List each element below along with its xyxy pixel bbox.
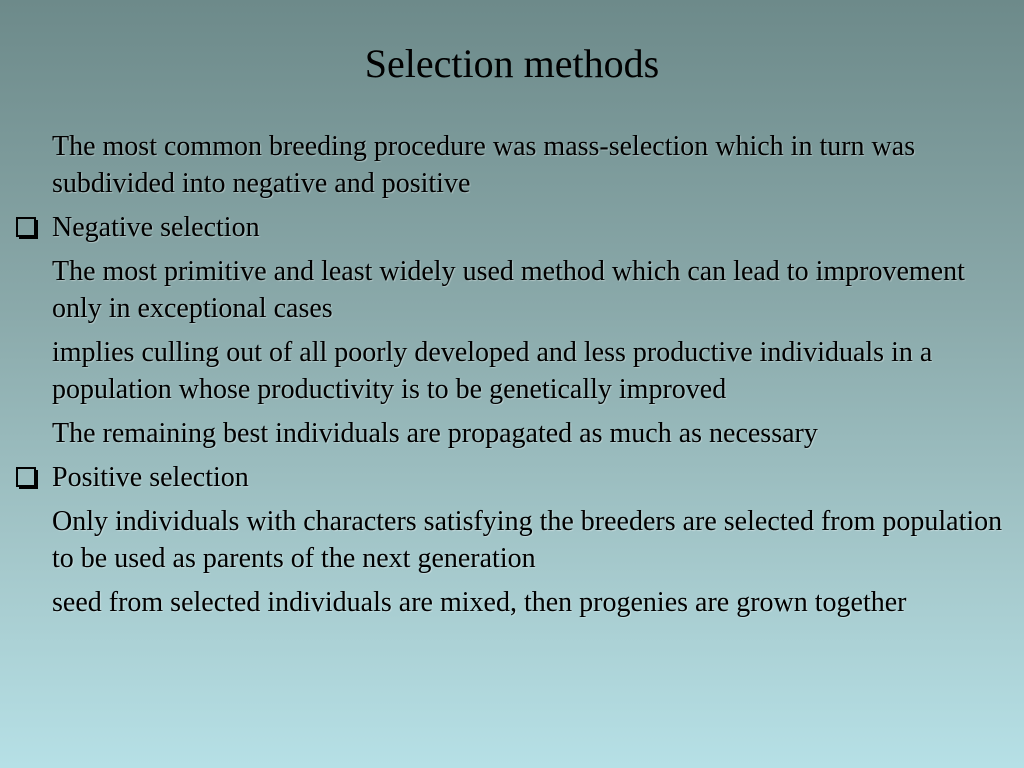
positive-paragraph-2: seed from selected individuals are mixed, then progenies are grown together — [52, 587, 907, 618]
negative-selection-heading: Negative selection — [52, 212, 260, 243]
slide-body — [0, 128, 1024, 628]
negative-paragraph-3: The remaining best individuals are propagated as much as necessary — [52, 418, 818, 449]
bullet-negative-selection — [0, 209, 1024, 246]
bullet-positive-selection — [0, 459, 1024, 496]
slide-title: Selection methods — [364, 41, 660, 86]
positive-selection-heading: Positive selection — [52, 462, 249, 493]
positive-paragraph-1: Only individuals with characters satisfying the breeders are selected from population to be used as parents of the next generation — [52, 506, 1003, 574]
negative-paragraph-1: The most primitive and least widely used method which can lead to improvement only in exceptional cases — [52, 256, 965, 324]
checkbox-square-icon — [16, 467, 37, 488]
checkbox-square-icon — [16, 217, 37, 238]
intro-paragraph: The most common breeding procedure was mass-selection which in turn was subdivided into negative and positive — [52, 131, 916, 199]
negative-paragraph-2: implies culling out of all poorly developed and less productive individuals in a population whose productivity is to be genetically improved — [52, 337, 933, 405]
